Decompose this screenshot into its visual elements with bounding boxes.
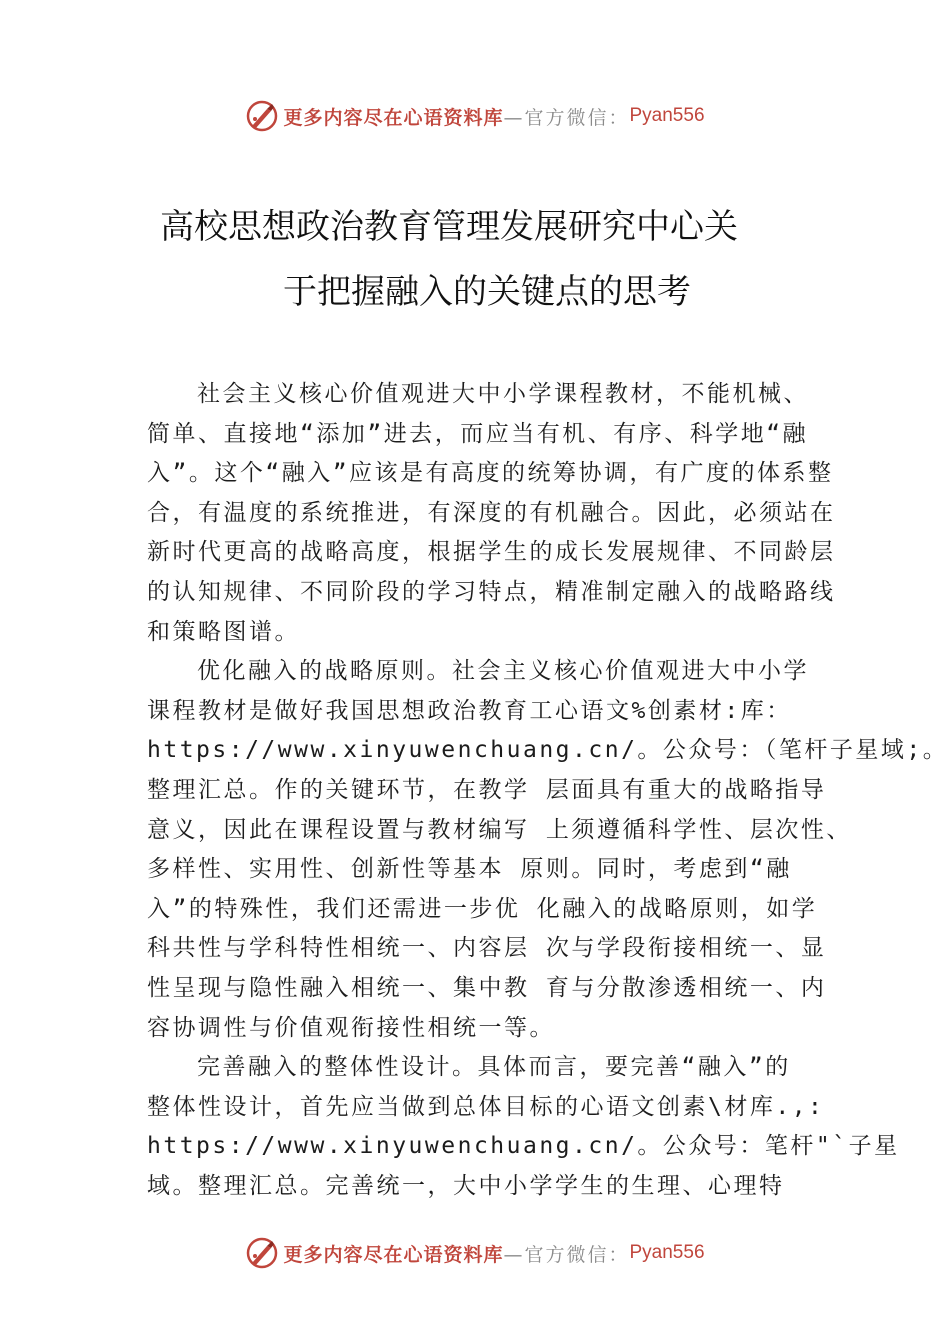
body-line: 整理汇总。作的关键环节，在教学 层面具有重大的战略指导 (147, 776, 827, 803)
body-line-url: https://www.xinyuwenchuang.cn/。公众号：笔杆"`子星 (147, 1133, 900, 1160)
body-line: 完善融入的整体性设计。具体而言，要完善“融入”的 (197, 1054, 791, 1081)
body-line: 入”的特殊性，我们还需进一步优 化融入的战略原则，如学 (147, 895, 818, 922)
banner-wechat-id: Pyan556 (629, 105, 705, 126)
body-line: 入”。这个“融入”应该是有高度的统筹协调，有广度的体系整 (147, 460, 834, 487)
document-title-line-2: 于把握融入的关键点的思考 (283, 272, 691, 312)
body-line: 合，有温度的系统推进，有深度的有机融合。因此，必须站在 (147, 499, 836, 526)
banner-red-text: 更多内容尽在心语资料库 (283, 106, 504, 129)
body-line: 简单、直接地“添加”进去，而应当有机、有序、科学地“融 (147, 420, 809, 447)
document-body (147, 375, 949, 1206)
pen-logo-icon (245, 1236, 279, 1270)
body-line: 和策略图谱。 (147, 618, 300, 645)
body-line: 的认知规律、不同阶段的学习特点，精准制定融入的战略路线 (147, 578, 836, 605)
body-line: 域。整理汇总。完善统一，大中小学学生的生理、心理特 (147, 1172, 785, 1199)
footer-banner (0, 1233, 950, 1273)
body-line-url: https://www.xinyuwenchuang.cn/。公众号：（笔杆子星域;。 (147, 737, 949, 764)
body-line: 科共性与学科特性相统一、内容层 次与学段衔接相统一、显 (147, 935, 827, 962)
body-line: 性呈现与隐性融入相统一、集中教 育与分散渗透相统一、内 (147, 974, 827, 1001)
body-line: 整体性设计，首先应当做到总体目标的心语文创素\材库.,: (147, 1093, 825, 1120)
header-banner (0, 96, 950, 136)
banner-gray-text: —官方微信： (503, 106, 630, 129)
banner-red-text: 更多内容尽在心语资料库 (283, 1243, 504, 1266)
body-line: 优化融入的战略原则。社会主义核心价值观进大中小学 (197, 658, 809, 685)
pen-logo-icon (245, 99, 279, 133)
banner-gray-text: —官方微信： (503, 1243, 630, 1266)
body-line: 新时代更高的战略高度，根据学生的成长发展规律、不同龄层 (147, 539, 836, 566)
body-line: 课程教材是做好我国思想政治教育工心语文%创素材:库： (147, 697, 792, 724)
banner-wechat-id: Pyan556 (629, 1242, 705, 1263)
body-line: 意义，因此在课程设置与教材编写 上须遵循科学性、层次性、 (147, 816, 852, 843)
body-line: 多样性、实用性、创新性等基本 原则。同时，考虑到“融 (147, 856, 792, 883)
body-line: 社会主义核心价值观进大中小学课程教材，不能机械、 (197, 381, 809, 407)
document-title-line-1: 高校思想政治教育管理发展研究中心关 (160, 207, 738, 247)
body-line: 容协调性与价值观衔接性相统一等。 (147, 1014, 555, 1041)
